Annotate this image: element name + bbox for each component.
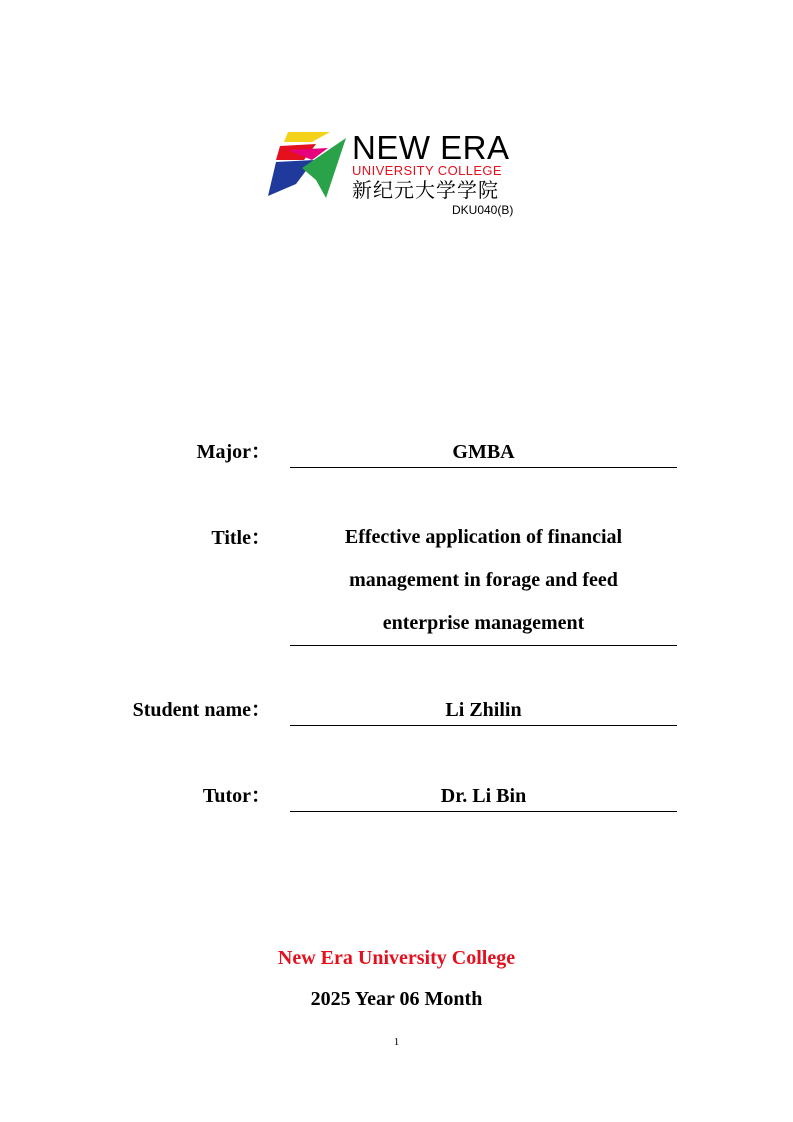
logo-subtitle: UNIVERSITY COLLEGE <box>352 163 503 178</box>
student-name-label: Student name： <box>132 699 271 721</box>
page-number: 1 <box>393 1036 400 1048</box>
title-line: management in forage and feed <box>349 569 618 591</box>
title-value <box>290 516 677 646</box>
student-name-value: Li Zhilin <box>290 698 677 726</box>
title-line: Effective application of financial <box>344 526 623 548</box>
major-label: Major： <box>196 441 271 463</box>
tutor-label: Tutor： <box>202 785 271 807</box>
major-value: GMBA <box>290 440 677 468</box>
college-logo <box>266 130 526 220</box>
college-name: New Era University College <box>277 947 516 969</box>
tutor-value: Dr. Li Bin <box>290 784 677 812</box>
title-line: enterprise management <box>382 612 585 634</box>
college-emblem-icon <box>266 130 348 200</box>
title-label: Title： <box>211 527 271 549</box>
logo-code: DKU040(B) <box>452 203 514 217</box>
logo-name: NEW ERA <box>352 129 510 166</box>
submission-date: 2025 Year 06 Month <box>310 988 483 1010</box>
logo-chinese-name: 新纪元大学学院 <box>352 178 499 202</box>
